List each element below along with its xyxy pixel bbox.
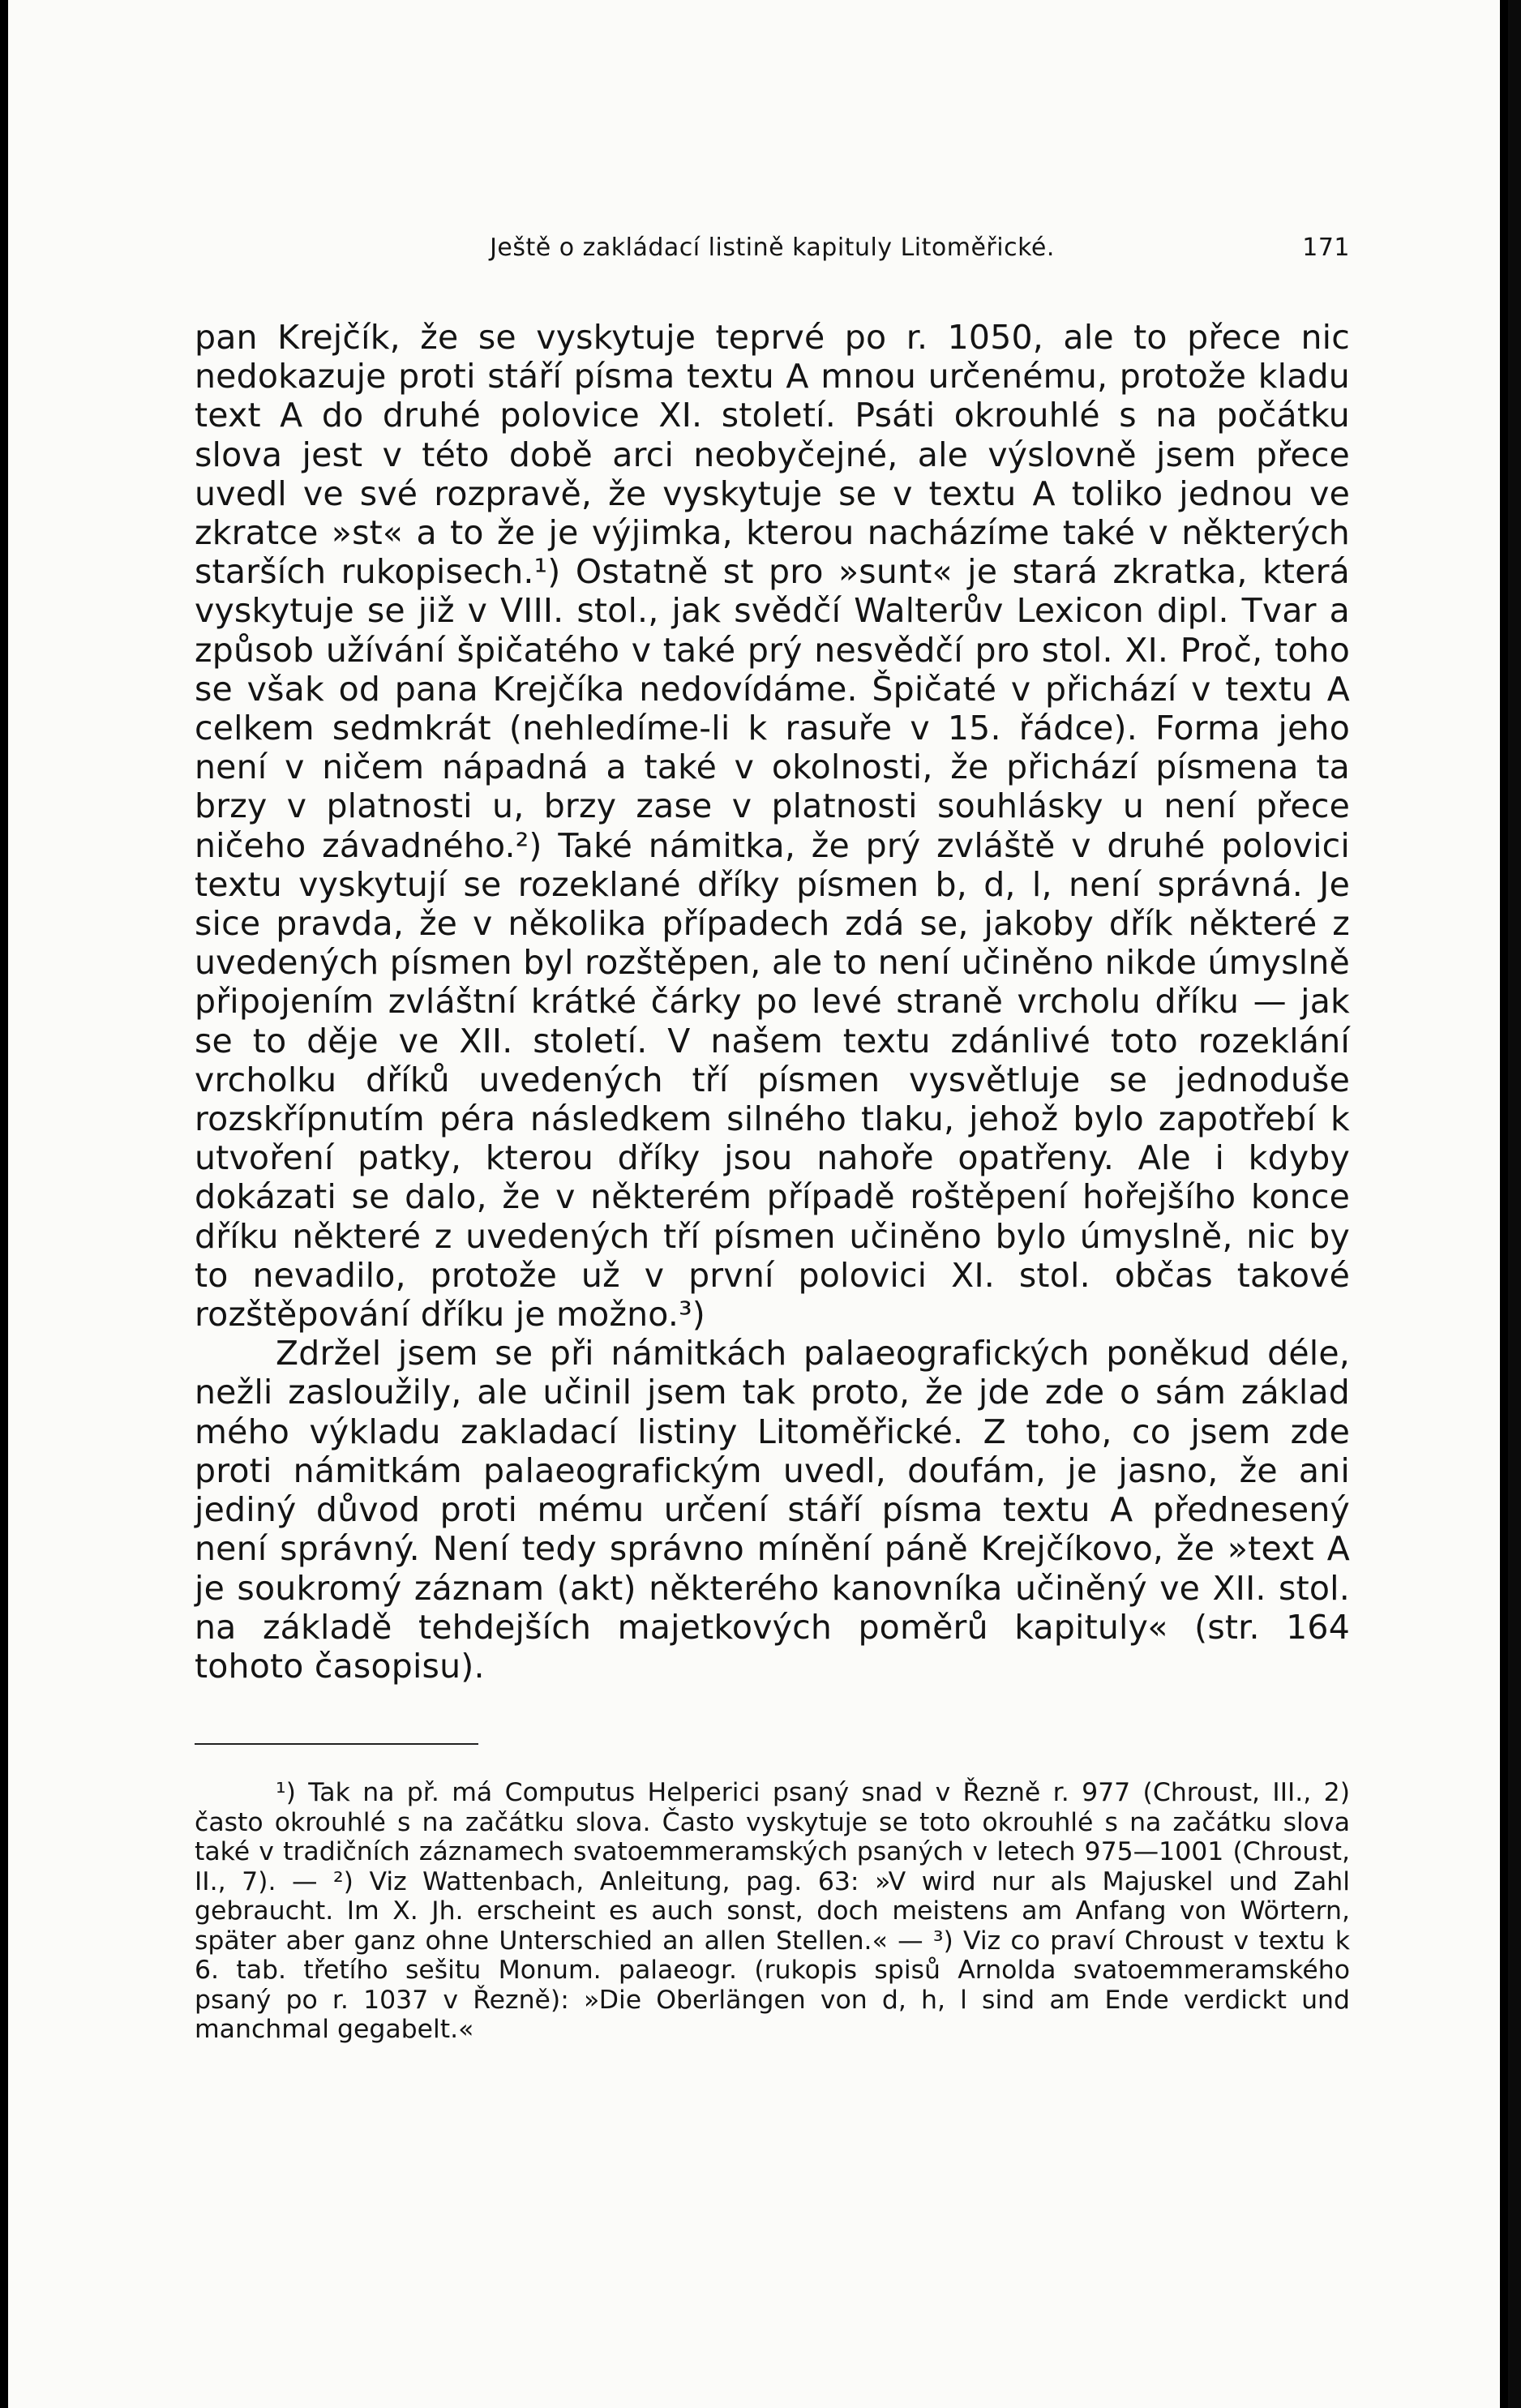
- main-text: [195, 318, 1350, 1686]
- page-number: 171: [1302, 234, 1350, 262]
- paragraph-2: Zdržel jsem se při námitkách palaeografických poněkud déle, nežli zasloužily, ale učinil jsem tak proto, že jde zde o sám základ mého výkladu zakladací listiny Litoměřické. Z toho, co jsem zde proti námitkám palaeografickým uvedl, doufám, je jasno, že ani jediný důvod proti mému určení stáří písma textu A přednesený není správný. Není tedy správno mínění páně Krejčíkovo, že »text A je soukromý záznam (akt) některého kanovníka učiněný ve XII. stol. na základě tehdejších majetkových poměrů kapituly« (str. 164 tohoto časopisu).: [195, 1334, 1350, 1686]
- running-title: Ještě o zakládací listině kapituly Litoměřické.: [490, 234, 1055, 262]
- scan-edge: [1508, 0, 1521, 2408]
- paragraph-1: pan Krejčík, že se vyskytuje teprvé po r. 1050, ale to přece nic nedokazuje proti stáří písma textu A mnou určenému, protože kladu text A do druhé polovice XI. století. Psáti okrouhlé s na počátku slova jest v této době arci neobyčejné, ale výslovně jsem přece uvedl ve své rozpravě, že vyskytuje se v textu A toliko jednou ve zkratce »st« a to že je výjimka, kterou nacházíme také v některých starších rukopisech.¹) Ostatně st pro »sunt« je stará zkratka, která vyskytuje se již v VIII. stol., jak svědčí Walterův Lexicon dipl. Tvar a způsob užívání špičatého v také prý nesvědčí pro stol. XI. Proč, toho se však od pana Krejčíka nedovídáme. Špičaté v přichází v textu A celkem sedmkrát (nehledíme-li k rasuře v 15. řádce). Forma jeho není v ničem nápadná a také v okolnosti, že přichází písmena ta brzy v platnosti u, brzy zase v platnosti souhlásky u není přece ničeho závadného.²) Také námitka, že prý zvláště v druhé polovici textu vyskytují se rozeklané dříky písmen b, d, l, není správná. Je sice pravda, že v několika případech zdá se, jakoby dřík některé z uvedených písmen byl rozštěpen, ale to není učiněno nikde úmyslně připojením zvláštní krátké čárky po levé straně vrcholu dříku — jak se to děje ve XII. století. V našem textu zdánlivé toto rozeklání vrcholku dříků uvedených tří písmen vysvětluje se jednoduše rozskřípnutím péra následkem silného tlaku, jehož bylo zapotřebí k utvoření patky, kterou dříky jsou nahoře opatřeny. Ale i kdyby dokázati se dalo, že v některém případě roštěpení hořejšího konce dříku některé z uvedených tří písmen učiněno bylo úmyslně, nic by to nevadilo, protože už v první polovici XI. stol. občas takové rozštěpování dříku je možno.³): [195, 318, 1350, 1335]
- page-header: [195, 234, 1350, 274]
- book-page: [8, 0, 1500, 2408]
- footnotes: [195, 1778, 1350, 2045]
- footnote-text: ¹) Tak na př. má Computus Helperici psaný snad v Řezně r. 977 (Chroust, III., 2) často okrouhlé s na začátku slova. Často vyskytuje se toto okrouhlé s na začátku slova také v tradičních záznamech svatoemmeramských psaných v letech 975—1001 (Chroust, II., 7). — ²) Viz Wattenbach, Anleitung, pag. 63: »V wird nur als Majuskel und Zahl gebraucht. Im X. Jh. erscheint es auch sonst, doch meistens am Anfang von Wörtern, später aber ganz ohne Unterschied an allen Stellen.« — ³) Viz co praví Chroust v textu k 6. tab. třetího sešitu Monum. palaeogr. (rukopis spisů Arnolda svatoemmeramského psaný po r. 1037 v Řezně): »Die Oberlängen von d, h, l sind am Ende verdickt und manchmal gegabelt.«: [195, 1778, 1350, 2044]
- footnote-separator: [195, 1743, 478, 1745]
